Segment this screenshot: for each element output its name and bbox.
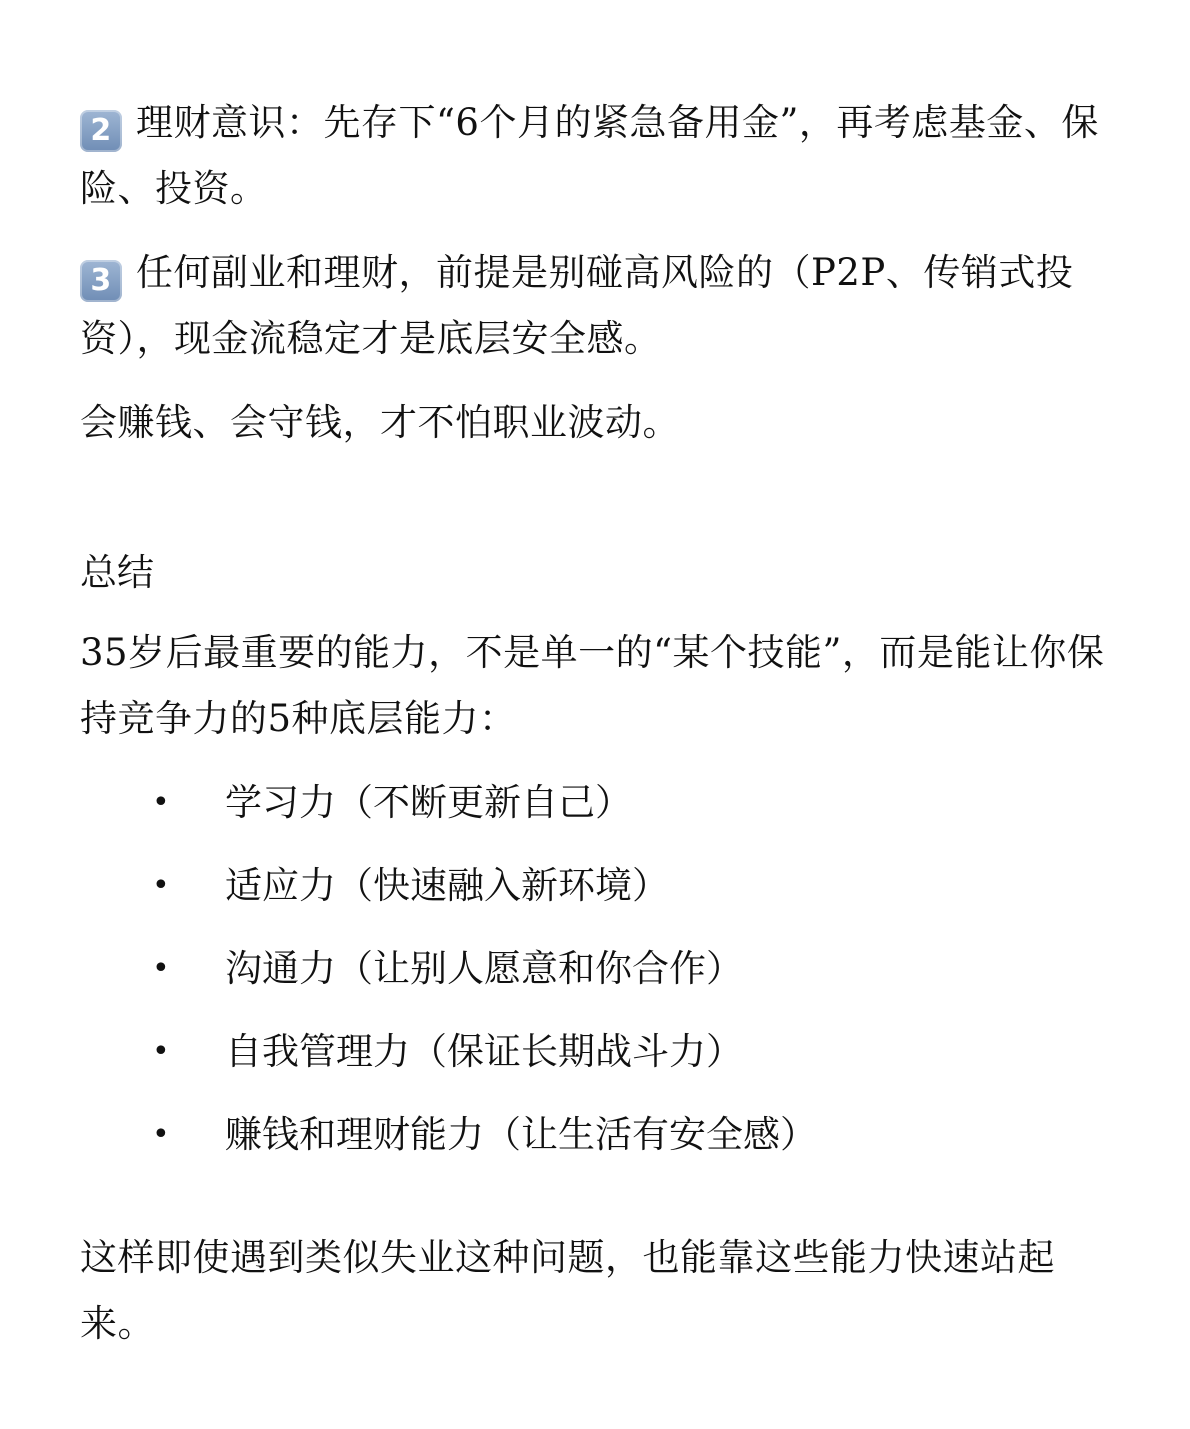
- point-3-text: 任何副业和理财，前提是别碰高风险的（P2P、传销式投资），现金流稳定才是底层安全感。: [80, 251, 1074, 360]
- list-item-text: 赚钱和理财能力（让生活有安全感）: [225, 1113, 817, 1156]
- keycap-3-icon: 3: [80, 260, 122, 302]
- bullet-icon: •: [152, 1034, 170, 1069]
- list-item-text: 学习力（不断更新自己）: [225, 781, 632, 824]
- summary-heading: 总结: [80, 551, 154, 594]
- closing-line: 会赚钱、会守钱，才不怕职业波动。: [80, 401, 680, 444]
- summary-intro: 35岁后最重要的能力，不是单一的“某个技能”，而是能让你保持竞争力的5种底层能力：: [80, 631, 1105, 740]
- list-item: [80, 853, 1120, 919]
- point-2: [80, 90, 1120, 222]
- list-item: [80, 1102, 1120, 1168]
- list-item-text: 自我管理力（保证长期战斗力）: [225, 1030, 743, 1073]
- spacer: [80, 474, 1120, 540]
- bullet-icon: •: [152, 951, 170, 986]
- bullet-icon: •: [152, 1117, 170, 1152]
- point-2-text: 理财意识：先存下“6个月的紧急备用金”，再考虑基金、保险、投资。: [80, 101, 1099, 210]
- spacer: [80, 1185, 1120, 1225]
- bullet-icon: •: [152, 868, 170, 903]
- list-item: [80, 770, 1120, 836]
- list-item-text: 沟通力（让别人愿意和你合作）: [225, 947, 743, 990]
- conclusion: 这样即使遇到类似失业这种问题，也能靠这些能力快速站起来。: [80, 1236, 1055, 1345]
- list-item: [80, 1019, 1120, 1085]
- point-3: [80, 240, 1120, 372]
- keycap-2-icon: 2: [80, 110, 122, 152]
- list-item-text: 适应力（快速融入新环境）: [225, 864, 669, 907]
- ability-list: [80, 770, 1120, 1168]
- list-item: [80, 936, 1120, 1002]
- bullet-icon: •: [152, 785, 170, 820]
- article-body: [80, 90, 1120, 1375]
